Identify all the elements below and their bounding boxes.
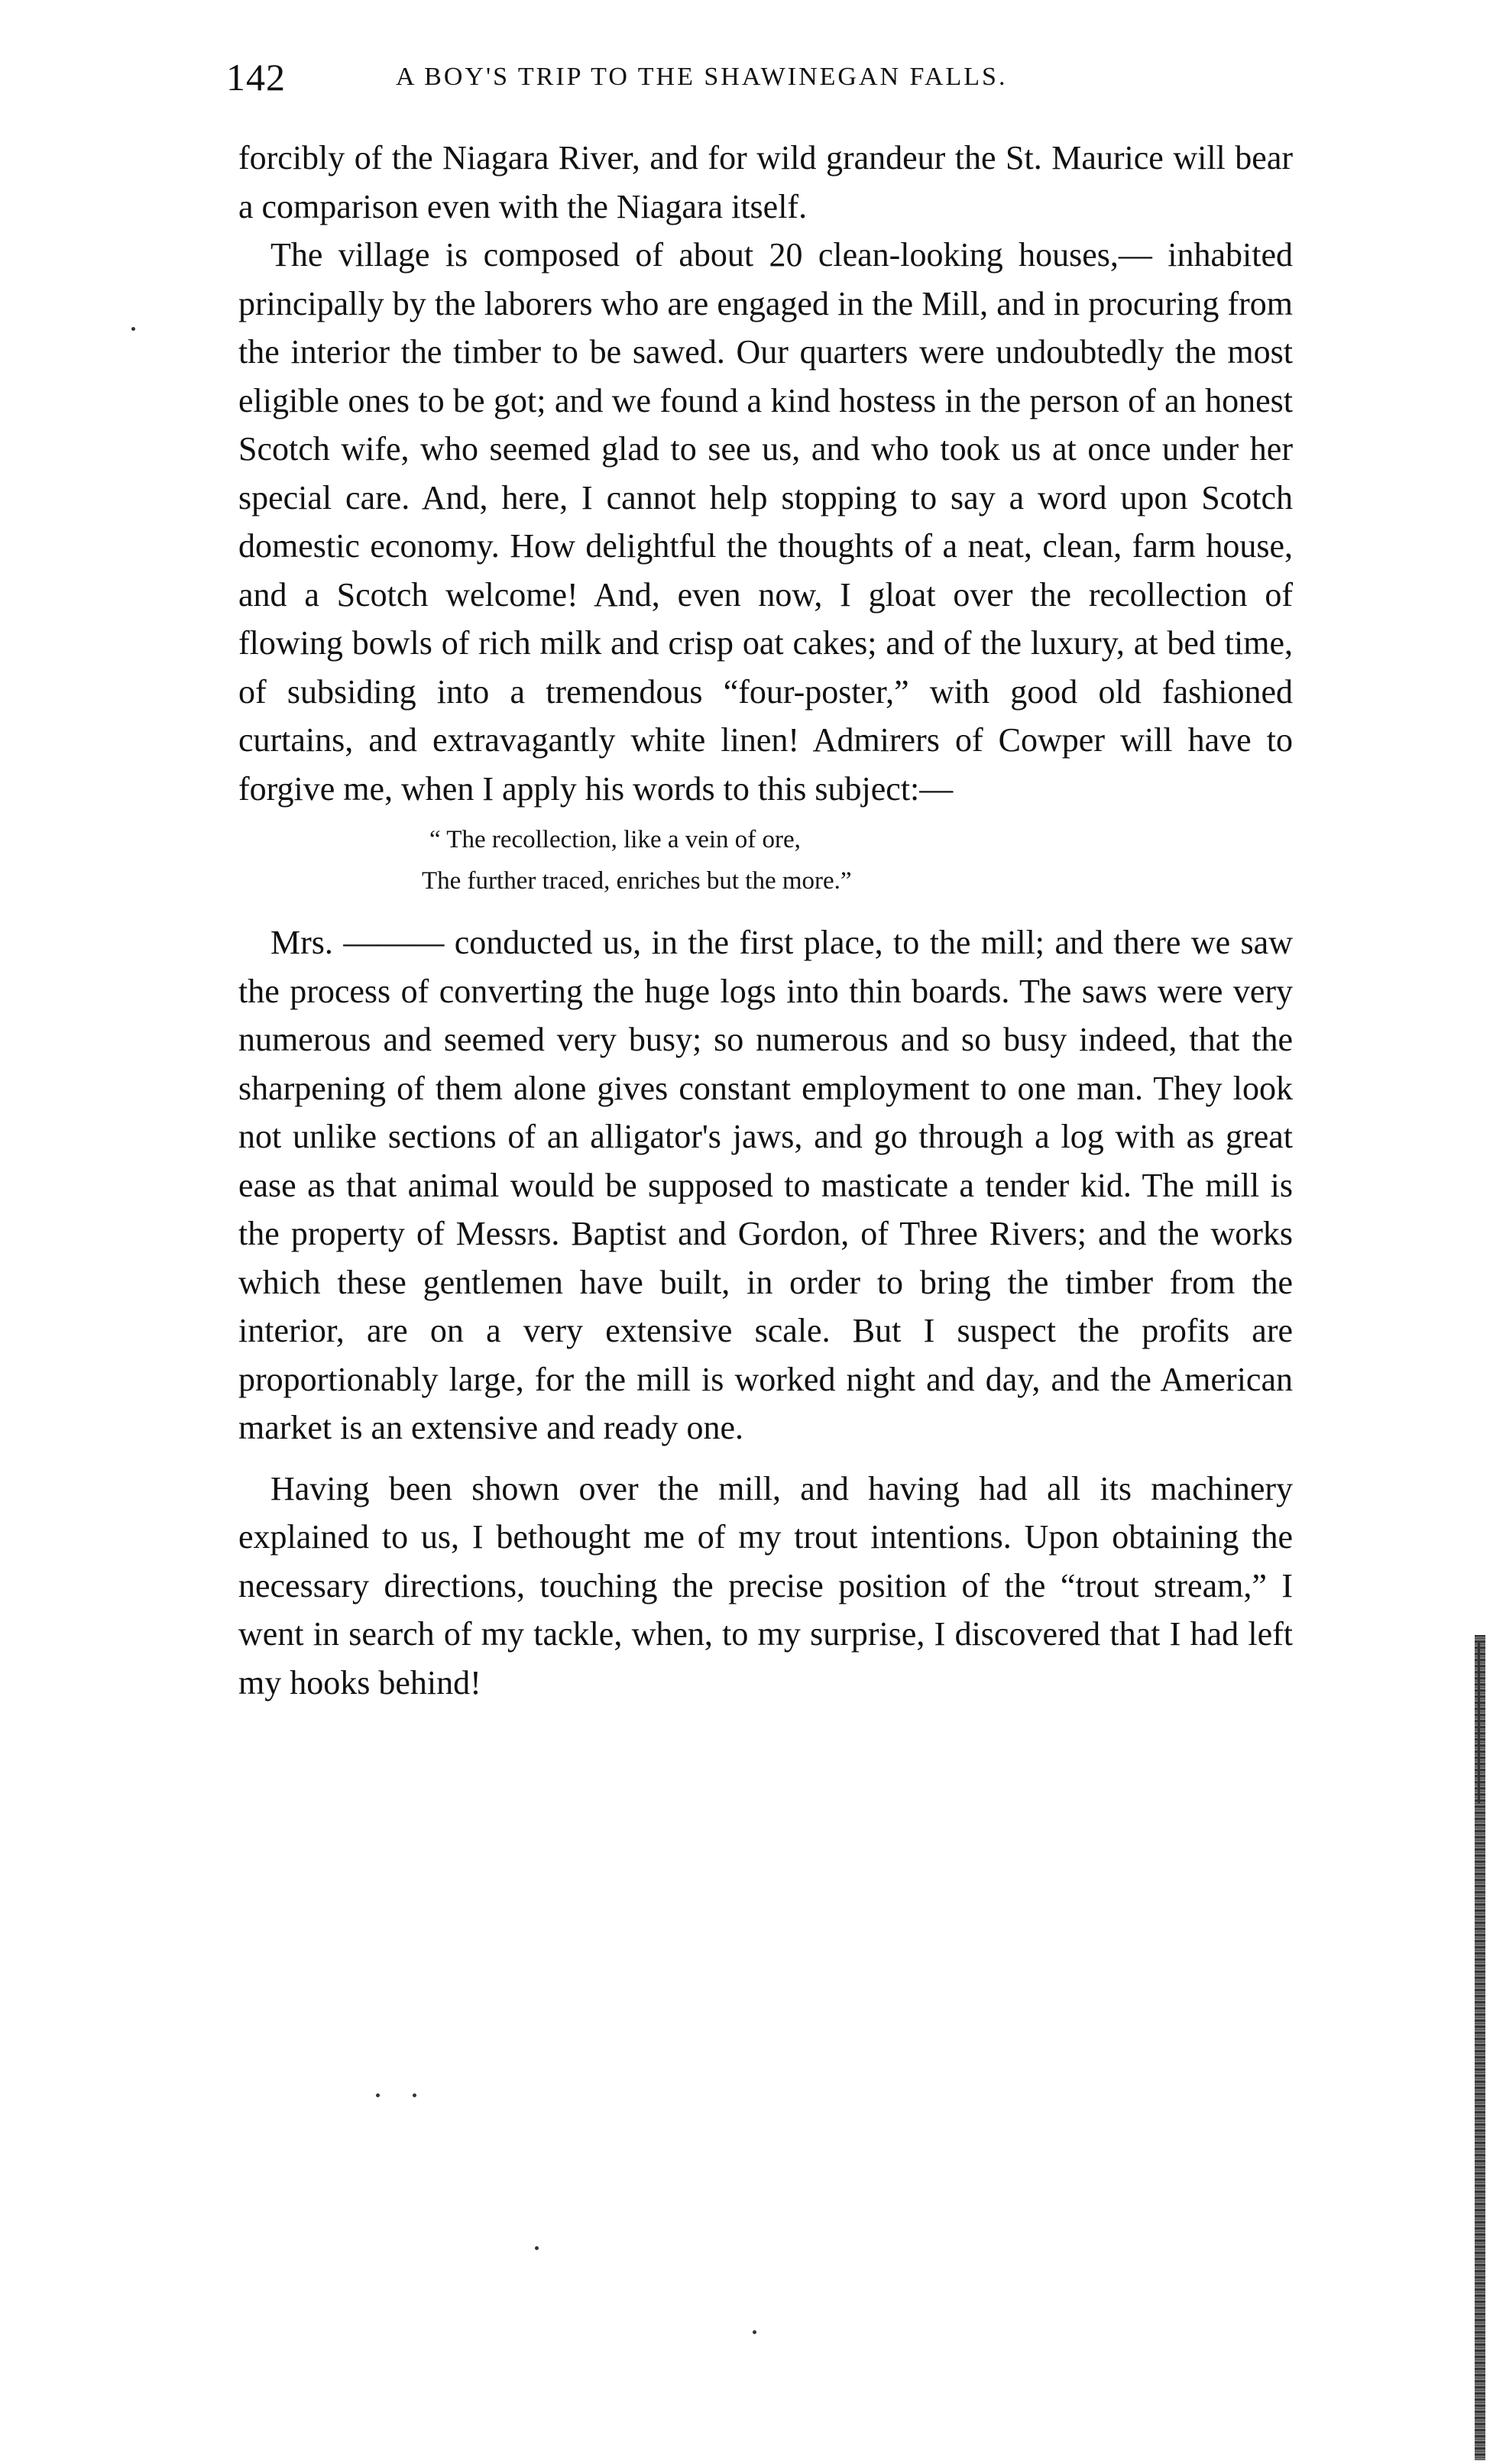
scan-speck	[535, 2246, 539, 2250]
paragraph-trout: Having been shown over the mill, and having had all its machinery explained to us, I bethought me of my trout intentions. Upon obtaining the necessary directions, touching the precise position of the “trout stream,” I went in search of my tackle, when, to my surprise, I discovered that I had left my hooks behind!	[238, 1469, 1293, 1701]
paragraph-mill: Mrs. ——— conducted us, in the first place, to the mill; and there we saw the process of converting the huge logs into thin boards. The saws were very numerous and seemed very busy; so numerous and so busy indeed, that the sharpening of them alone gives constant employment to one man. They look not unlike sections of an alligator's jaws, and go through a log with as great ease as that animal would be supposed to masticate a tender kid. The mill is the property of Messrs. Baptist and Gordon, of Three Rivers; and the works which these gentlemen have built, in order to bring the timber from the interior, are on a very extensive scale. But I suspect the profits are proportionably large, for the mill is worked night and day, and the American market is an extensive and ready one.	[238, 924, 1293, 1446]
cowper-quote	[238, 819, 1293, 902]
scan-speck	[376, 2093, 380, 2097]
scan-speck	[413, 2093, 416, 2097]
quote-line-2: The further traced, enriches but the more.”	[422, 867, 852, 895]
scan-speck	[753, 2330, 756, 2334]
scan-margin-line	[1478, 1643, 1480, 1803]
running-head: A BOY'S TRIP TO THE SHAWINEGAN FALLS.	[396, 63, 1008, 91]
paragraph-gap	[238, 1452, 1293, 1465]
scan-speck	[131, 327, 135, 331]
body-text	[238, 134, 1293, 1707]
scan-edge-artifact	[1475, 1635, 1485, 2460]
paragraph-village: The village is composed of about 20 clean-looking houses,— inhabited principally by the laborers who are engaged in the Mill, and in procuring from the interior the timber to be sawed. Our quarters were undoubtedly the most eligible ones to be got; and we found a kind hostess in the person of an honest Scotch wife, who seemed glad to see us, and who took us at once under her special care. And, here, I cannot help stopping to say a word upon Scotch domestic economy. How delightful the thoughts of a neat, clean, farm house, and a Scotch welcome! And, even now, I gloat over the recollection of flowing bowls of rich milk and crisp oat cakes; and of the luxury, at bed time, of subsiding into a tremendous “four-poster,” with good old fashioned curtains, and extravagantly white linen! Admirers of Cowper will have to forgive me, when I apply his words to this subject:—	[238, 236, 1293, 808]
quote-line-1: “ The recollection, like a vein of ore,	[429, 826, 801, 853]
page-header	[226, 55, 1296, 101]
page-number: 142	[226, 56, 286, 99]
paragraph-continued: forcibly of the Niagara River, and for wild grandeur the St. Maurice will bear a comparison even with the Niagara itself.	[238, 139, 1293, 225]
